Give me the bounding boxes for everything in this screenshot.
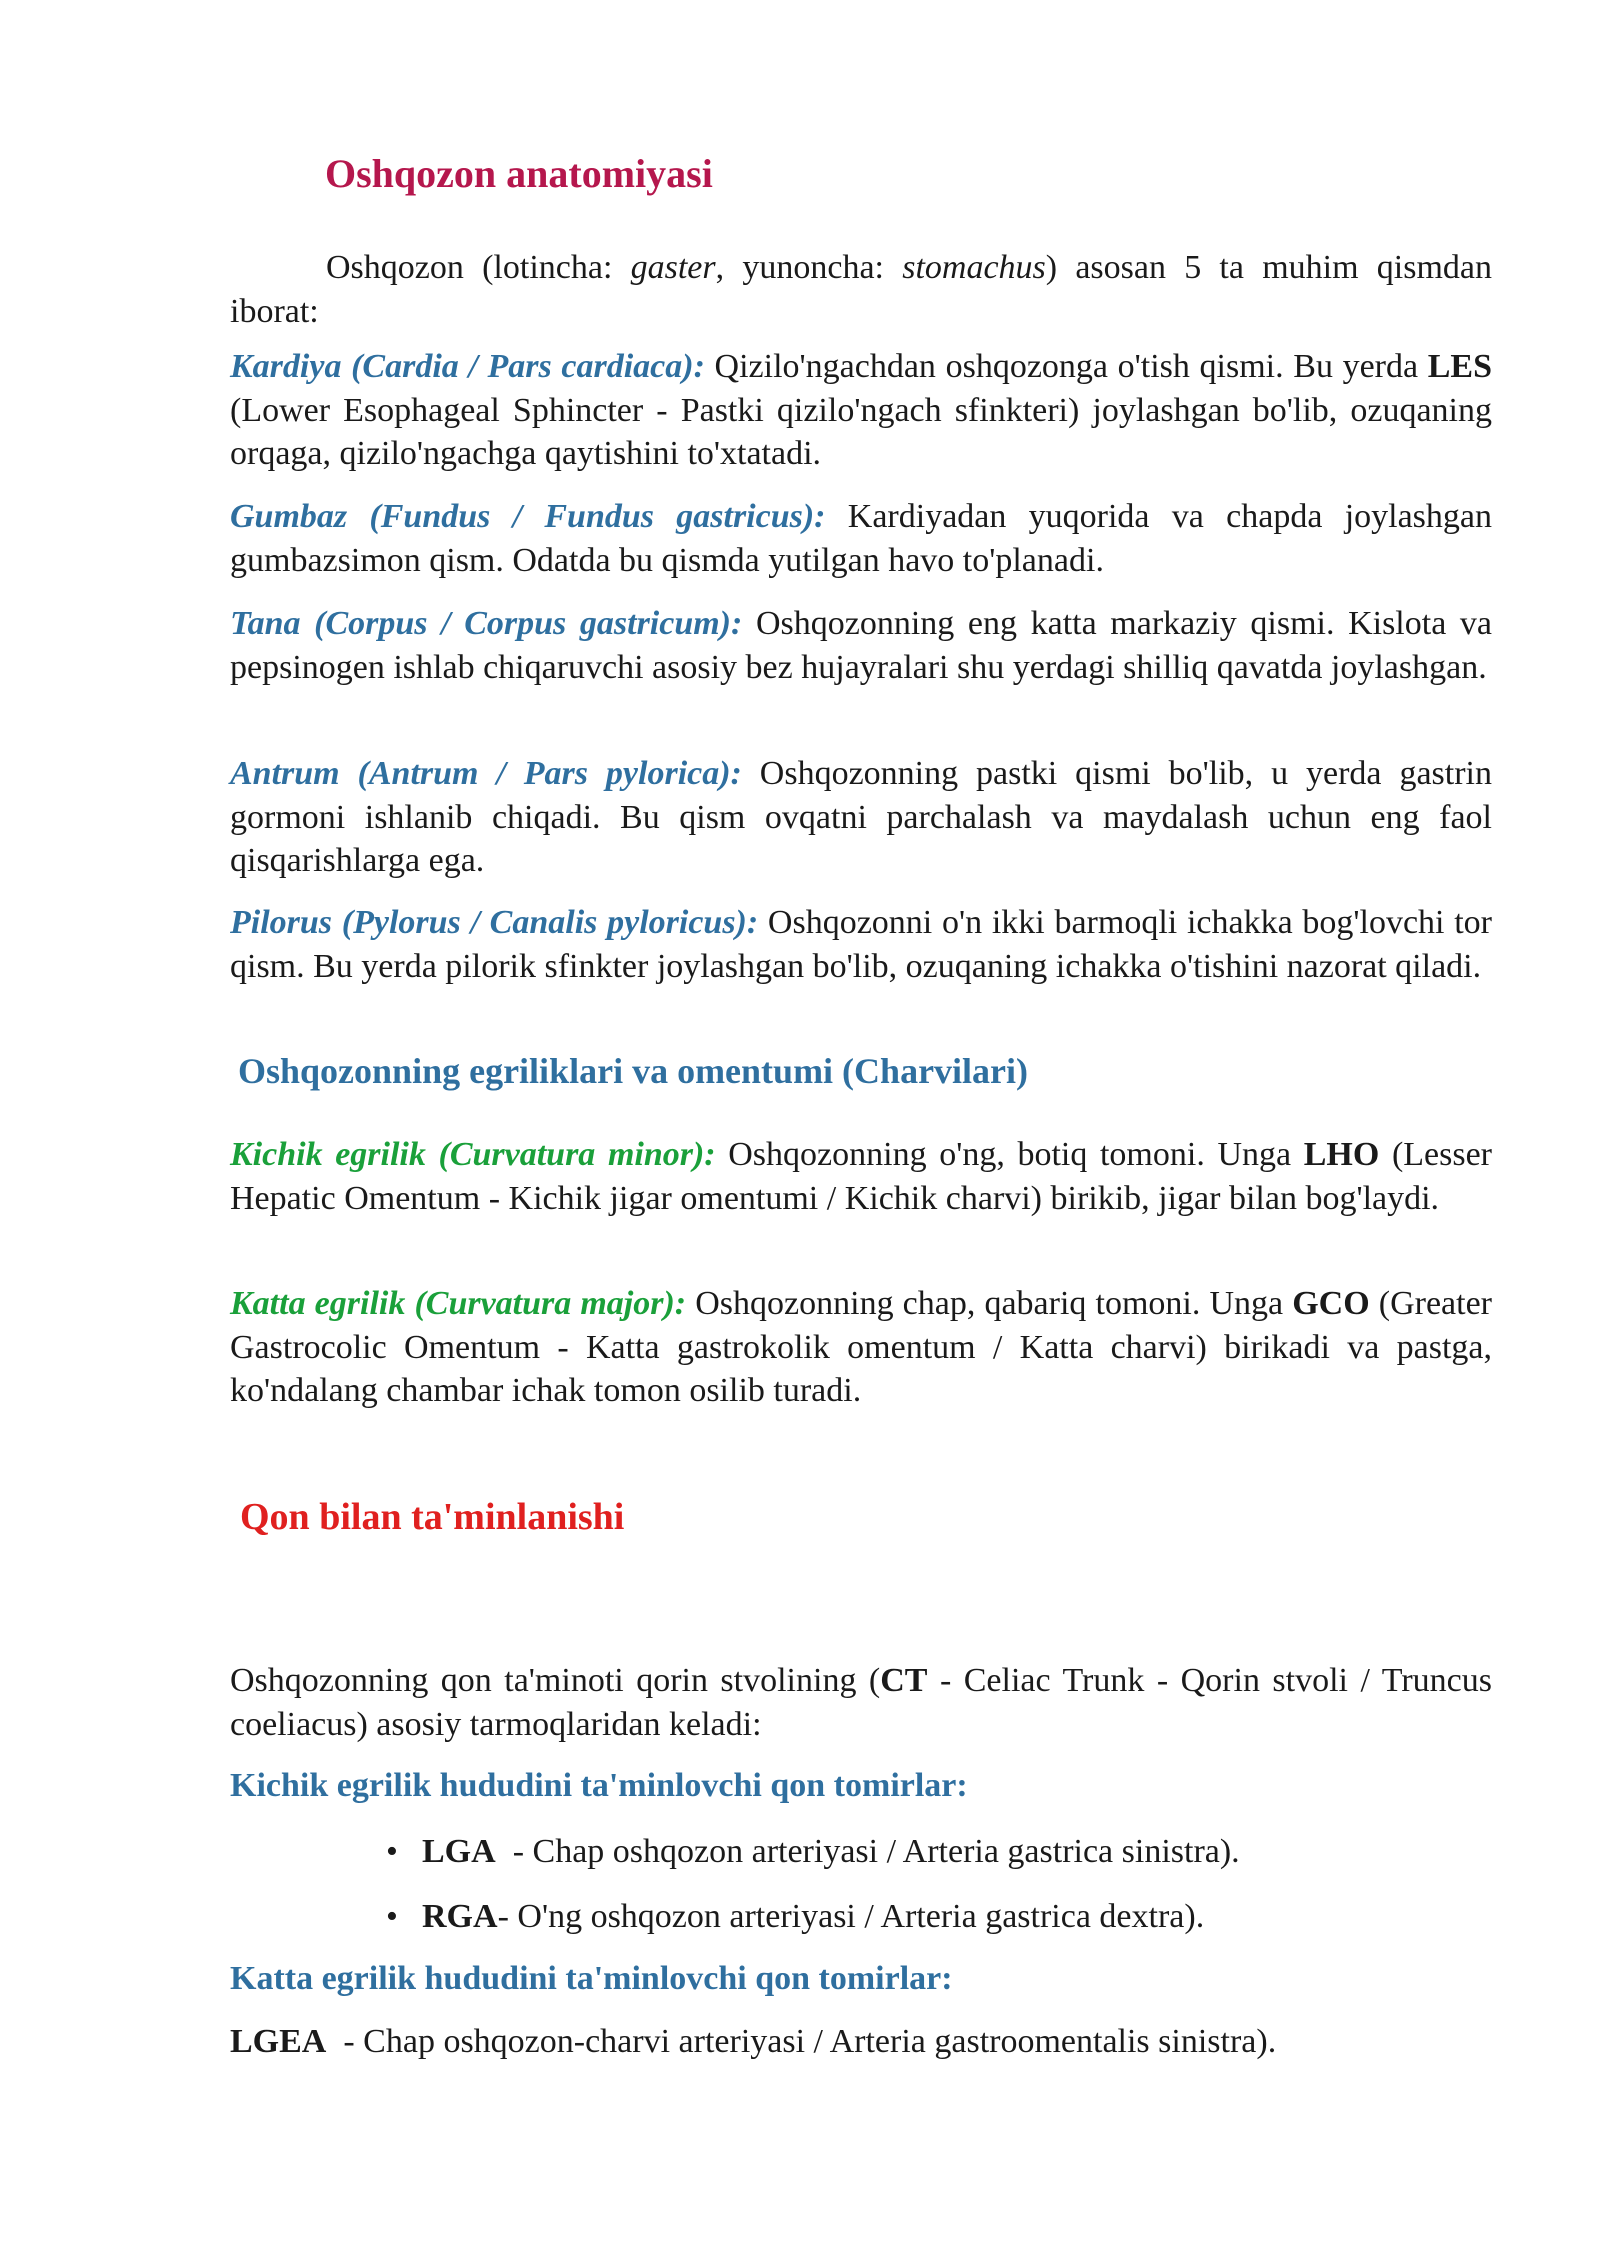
abbreviation: LHO [1303, 1136, 1380, 1173]
bullet-icon: • [386, 1898, 398, 1935]
curvature-text: (Lesser Hepatic Omentum - Kichik jigar omentumi / Kichik charvi) birikib, jigar bilan bog'laydi. [230, 1136, 1492, 1217]
curvatures-heading: Oshqozonning egriliklari va omentumi (Charvilari) [238, 1051, 1029, 1091]
blood-intro-text: Oshqozonning qon ta'minoti qorin stvolining ( [230, 1662, 881, 1699]
term-label: Katta egrilik (Curvatura major): [230, 1285, 687, 1322]
abbreviation: LGEA [230, 2023, 327, 2060]
curvature-major [230, 1282, 1492, 1413]
curvature-text: Oshqozonning o'ng, botiq tomoni. Unga [715, 1136, 1304, 1173]
lesser-curvature-vessels-heading: Kichik egrilik hududini ta'minlovchi qon tomirlar: [230, 1767, 968, 1804]
term-label: Kichik egrilik (Curvatura minor): [230, 1136, 716, 1173]
abbreviation: LES [1427, 348, 1493, 385]
term-label: Kardiya (Cardia / Pars cardiaca): [230, 348, 705, 385]
bullet-icon: • [386, 1833, 398, 1870]
lesser-vessels-list [386, 1830, 1240, 1960]
abbreviation: LGA [422, 1833, 496, 1870]
curvature-text: Oshqozonning chap, qabariq tomoni. Unga [686, 1285, 1293, 1322]
term-label: Pilorus (Pylorus / Canalis pyloricus): [230, 904, 759, 941]
part-text: Kardiyadan yuqorida va chapda joylashgan gumbazsimon qism. Odatda bu qismda yutilgan havo to'planadi. [230, 498, 1493, 579]
blood-intro-paragraph [230, 1659, 1492, 1746]
intro-text: , yunoncha: [715, 249, 903, 286]
intro-paragraph [230, 246, 1492, 333]
list-item-text: - O'ng oshqozon arteriyasi / Arteria gastrica dextra). [497, 1898, 1205, 1935]
page-title: Oshqozon anatomiyasi [325, 151, 713, 196]
term-label: Tana (Corpus / Corpus gastricum): [230, 605, 743, 642]
latin-term: gaster [630, 249, 716, 286]
list-item-text: - Chap oshqozon-charvi arteriyasi / Arteria gastroomentalis sinistra). [326, 2023, 1277, 2060]
abbreviation: RGA [422, 1898, 498, 1935]
part-text: Oshqozonning pastki qismi bo'lib, u yerda gastrin gormoni ishlanib chiqadi. Bu qism ovqatni parchalash va maydalash uchun eng faol qisqarishlarga ega. [230, 755, 1492, 879]
abbreviation: GCO [1292, 1285, 1370, 1322]
term-label: Antrum (Antrum / Pars pylorica): [230, 755, 742, 792]
blood-intro-text: - Celiac Trunk - Qorin stvoli / Truncus coeliacus) asosiy tarmoqlaridan keladi: [230, 1662, 1492, 1743]
list-item [386, 1895, 1240, 1960]
part-text: Qizilo'ngachdan oshqozonga o'tish qismi. Bu yerda [704, 348, 1428, 385]
list-item [386, 1830, 1240, 1895]
part-corpus [230, 602, 1492, 689]
greater-vessel-item [230, 2020, 1492, 2064]
greek-term: stomachus [902, 249, 1046, 286]
curvature-text: (Greater Gastrocolic Omentum - Katta gastrokolik omentum / Katta charvi) birikadi va pastga, ko'ndalang chambar ichak tomon osilib turadi. [230, 1285, 1492, 1409]
part-fundus [230, 495, 1492, 582]
part-antrum [230, 752, 1492, 883]
intro-text: Oshqozon (lotincha: [326, 249, 631, 286]
intro-text: ) asosan 5 ta muhim qismdan iborat: [230, 249, 1492, 330]
curvature-minor [230, 1133, 1492, 1220]
part-cardia [230, 345, 1492, 476]
term-label: Gumbaz (Fundus / Fundus gastricus): [230, 498, 826, 535]
part-text: (Lower Esophageal Sphincter - Pastki qizilo'ngach sfinkteri) joylashgan bo'lib, ozuqaning orqaga, qizilo'ngachga qaytishini to'xtatadi. [230, 391, 1492, 472]
part-text: Oshqozonning eng katta markaziy qismi. Kislota va pepsinogen ishlab chiqaruvchi asosiy bez hujayralari shu yerdagi shilliq qavatda joylashgan. [230, 605, 1492, 686]
list-item-text: - Chap oshqozon arteriyasi / Arteria gastrica sinistra). [495, 1833, 1240, 1870]
part-pylorus [230, 901, 1492, 988]
abbreviation: CT [880, 1662, 928, 1699]
greater-curvature-vessels-heading: Katta egrilik hududini ta'minlovchi qon tomirlar: [230, 1960, 953, 1997]
part-text: Oshqozonni o'n ikki barmoqli ichakka bog'lovchi tor qism. Bu yerda pilorik sfinkter joylashgan bo'lib, ozuqaning ichakka o'tishini nazorat qiladi. [230, 904, 1492, 985]
blood-supply-heading: Qon bilan ta'minlanishi [240, 1496, 625, 1538]
